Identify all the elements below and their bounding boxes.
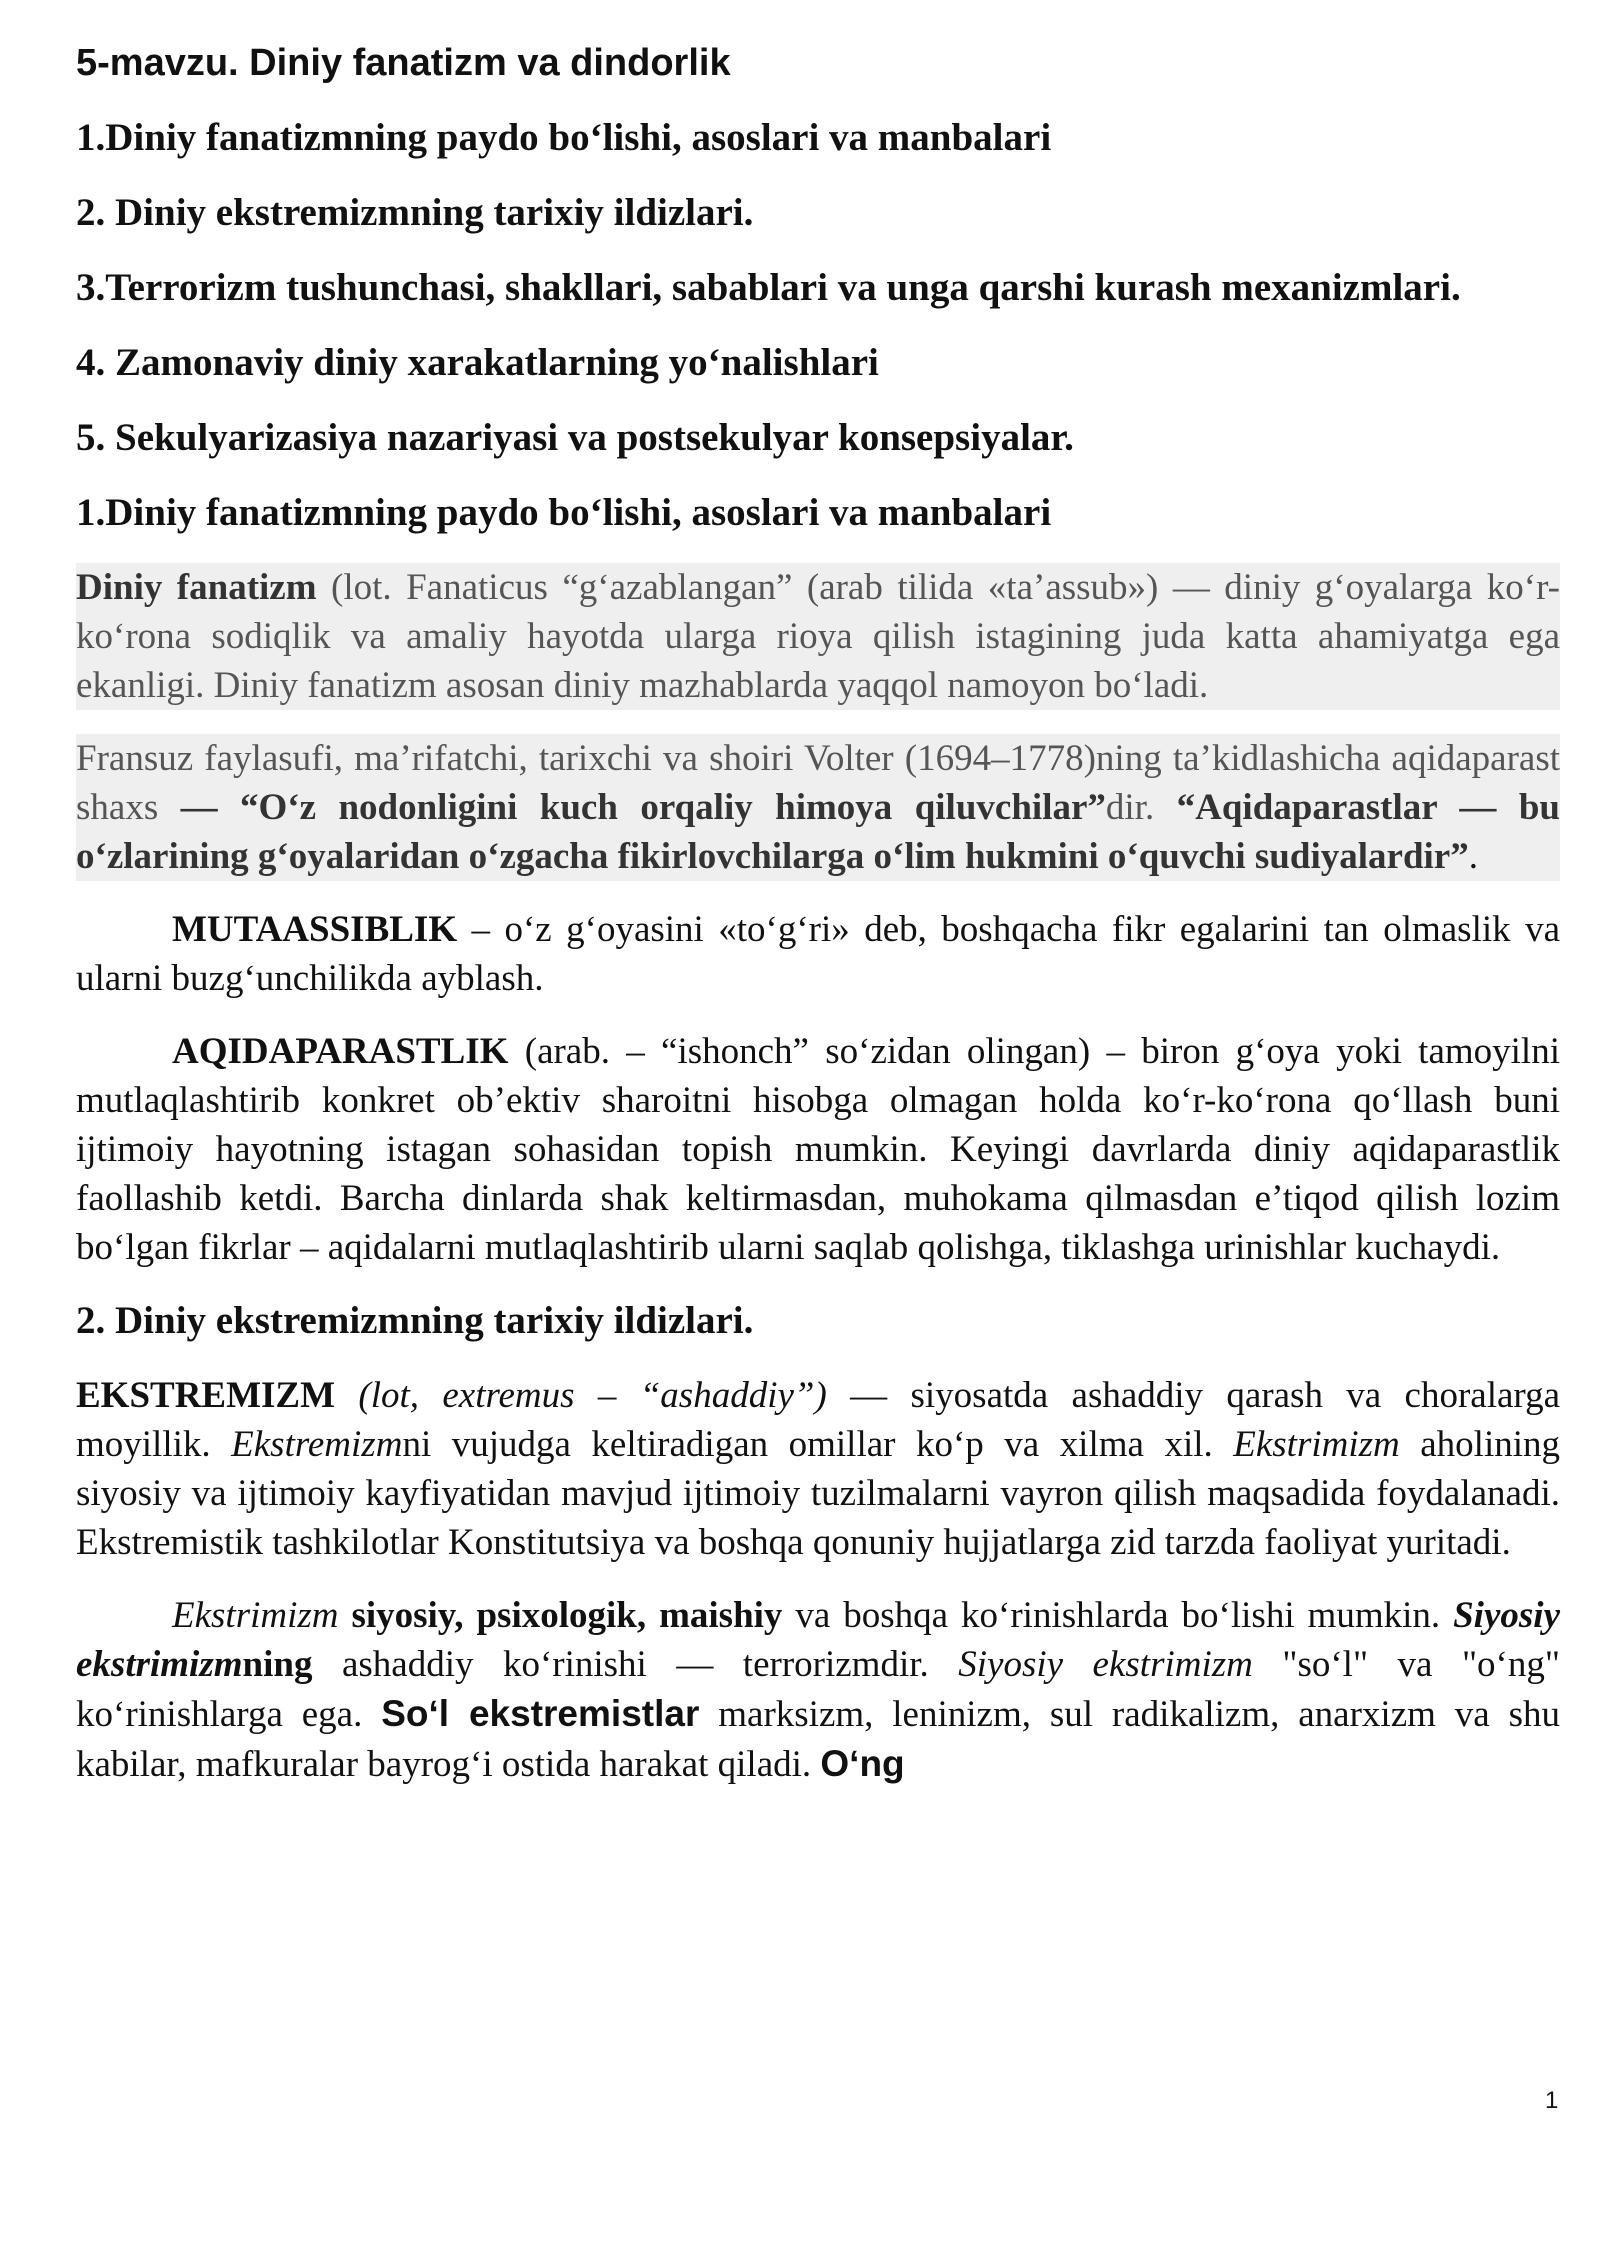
plan-item-2: 2. Diniy ekstremizmning tarixiy ildizlari. xyxy=(76,191,754,234)
bold-italic-term: Siyosiy ekstrimizm xyxy=(76,1595,1560,1685)
page-number: 1 xyxy=(1545,2087,1559,2114)
section-heading-1: 1.Diniy fanatizmning paydo bo‘lishi, asoslari va manbalari xyxy=(76,491,1052,534)
paragraph-text: (lot. Fanaticus “g‘azablangan” (arab tilida «ta’assub») — diniy g‘oyalarga ko‘r-ko‘rona sodiqlik va amaliy hayotda ularga rioya qilish istagining juda katta ahamiyatga ega ekanligi. Diniy fanatizm asosan diniy mazhablarda yaqqol namoyon bo‘ladi. xyxy=(76,567,1560,706)
paragraph-text: "so‘l" va "o‘ng" ko‘rinishlarga ega. xyxy=(76,1644,1560,1735)
plan-item-1: 1.Diniy fanatizmning paydo bo‘lishi, asoslari va manbalari xyxy=(76,116,1052,159)
term-diniy-fanatizm: Diniy fanatizm xyxy=(76,567,317,608)
paragraph-aqidaparastlik xyxy=(76,1027,1560,1272)
page-title: 5-mavzu. Diniy fanatizm va dindorlik xyxy=(76,42,731,84)
plan-item-3: 3.Terrorizm tushunchasi, shakllari, sabablari va unga qarshi kurash mexanizmlari. xyxy=(76,266,1461,309)
paragraph-ekstremizm xyxy=(76,1371,1560,1567)
paragraph-text: Fransuz faylasufi, ma’rifatchi, tarixchi va shoiri Volter (1694–1778)ning ta’kidlashicha aqidaparast shaxs xyxy=(76,738,1560,828)
italic-term: Ekstrimizm xyxy=(1233,1424,1400,1465)
italic-term: Siyosiy ekstrimizm xyxy=(958,1644,1253,1685)
quote-1: — “O‘z nodonligini kuch orqaliy himoya qiluvchilar” xyxy=(180,787,1106,828)
paragraph-ekstrimizm-forms xyxy=(76,1591,1560,1789)
paragraph-mutaassiblik xyxy=(76,905,1560,1003)
italic-term: Ekstremizm xyxy=(231,1424,403,1465)
bold-term: So‘l ekstremistlar xyxy=(381,1693,700,1734)
section-heading-2: 2. Diniy ekstremizmning tarixiy ildizlari. xyxy=(76,1299,754,1342)
term-ekstremizm: EKSTREMIZM xyxy=(76,1375,336,1416)
paragraph-text: ashaddiy ko‘rinishi — terrorizmdir. xyxy=(312,1644,959,1685)
bold-term: ning xyxy=(242,1644,313,1685)
paragraph-text: marksizm, leninizm, sul radikalizm, anarxizm va shu kabilar, mafkuralar bayrog‘i ostida harakat qiladi. xyxy=(76,1694,1560,1785)
term-aqidaparastlik: AQIDAPARASTLIK xyxy=(172,1031,509,1072)
plan-item-5: 5. Sekulyarizasiya nazariyasi va postsekulyar konsepsiyalar. xyxy=(76,416,1074,459)
paragraph-text: ni vujudga keltiradigan omillar ko‘p va xilma xil. xyxy=(402,1424,1234,1465)
quote-2: “Aqidaparastlar — bu o‘zlarining g‘oyalaridan o‘zgacha fikirlovchilarga o‘lim hukmini o‘quvchi sudiyalardir” xyxy=(76,787,1560,877)
document-page xyxy=(76,38,1560,1813)
paragraph-text: va boshqa ko‘rinishlarda bo‘lishi mumkin. xyxy=(782,1595,1454,1636)
paragraph-text: . xyxy=(1468,836,1478,877)
paragraph-fanatism-definition xyxy=(76,563,1560,710)
paragraph-text: dir. xyxy=(1105,787,1177,828)
italic-term: Ekstrimizm xyxy=(172,1595,339,1636)
term-mutaassiblik: MUTAASSIBLIK xyxy=(172,909,458,950)
bold-term: O‘ng xyxy=(820,1743,905,1784)
bold-term: siyosiy, psixologik, maishiy xyxy=(338,1595,783,1636)
plan-item-4: 4. Zamonaviy diniy xarakatlarning yo‘nalishlari xyxy=(76,341,879,384)
paragraph-text: (arab. – “ishonch” so‘zidan olingan) – biron g‘oya yoki tamoyilni mutlaqlashtirib konkret ob’ektiv sharoitni hisobga olmagan holda ko‘r-ko‘rona qo‘llash buni ijtimoiy hayotning istagan sohasidan topish mumkin. Keyingi davrlarda diniy aqidaparastlik faollashib ketdi. Barcha dinlarda shak keltirmasdan, muhokama qilmasdan e’tiqod qilish lozim bo‘lgan fikrlar – aqidalarni mutlaqlashtirib ularni saqlab qolishga, tiklashga urinishlar kuchaydi. xyxy=(76,1031,1560,1268)
paragraph-text: aholining siyosiy va ijtimoiy kayfiyatidan mavjud ijtimoiy tuzilmalarni vayron qilish maqsadida foydalanadi. Ekstremistik tashkilotlar Konstitutsiya va boshqa qonuniy hujjatlarga zid tarzda faoliyat yuritadi. xyxy=(76,1424,1561,1563)
etymology: (lot, extremus – “ashaddiy”) xyxy=(335,1375,827,1416)
paragraph-text: – o‘z g‘oyasini «to‘g‘ri» deb, boshqacha fikr egalarini tan olmaslik va ularni buzg‘unchilikda ayblash. xyxy=(76,909,1560,999)
paragraph-voltaire-quote xyxy=(76,734,1560,881)
paragraph-text: — siyosatda ashaddiy qarash va choralarga moyillik. xyxy=(76,1375,1561,1465)
